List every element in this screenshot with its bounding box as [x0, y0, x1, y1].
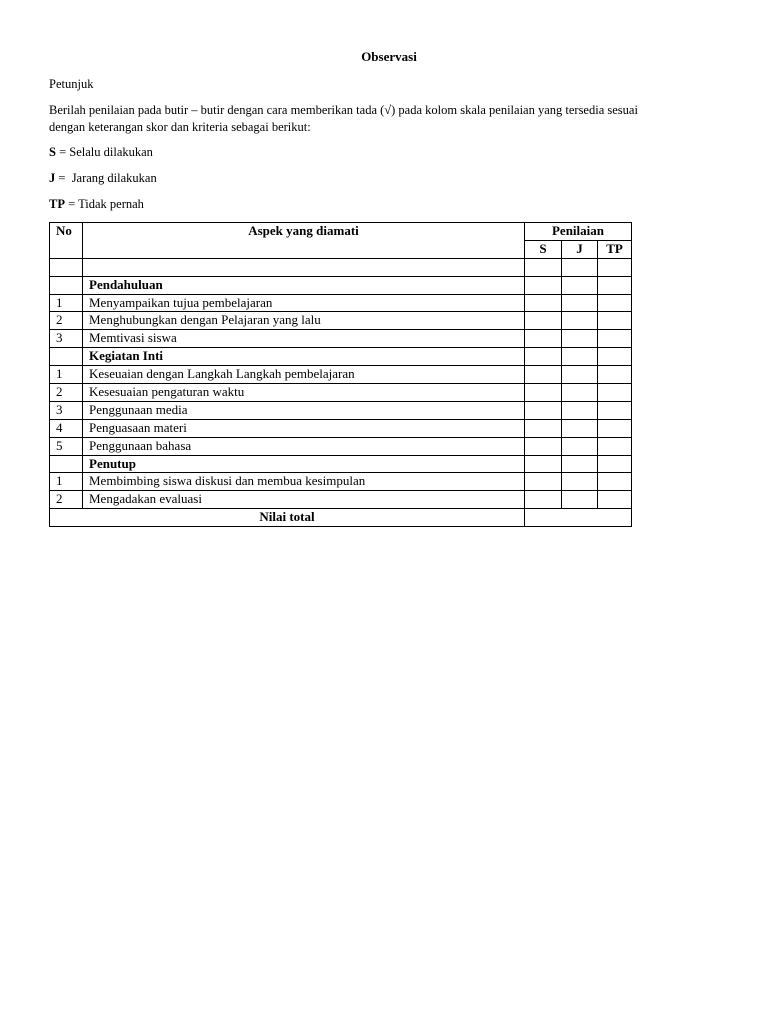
legend-key: TP — [49, 197, 65, 211]
cell-aspect: Penggunaan media — [83, 401, 525, 419]
section-row — [50, 455, 632, 473]
cell-s — [525, 491, 562, 509]
cell-j — [562, 366, 598, 384]
table-row — [50, 384, 632, 402]
cell-j — [562, 491, 598, 509]
document-title: Observasi — [361, 49, 417, 64]
legend-item-j — [49, 171, 157, 186]
cell-s — [525, 312, 562, 330]
cell-aspect: Penguasaan materi — [83, 419, 525, 437]
table-row — [50, 437, 632, 455]
cell-j — [562, 437, 598, 455]
cell-aspect — [83, 258, 525, 276]
cell-s — [525, 455, 562, 473]
cell-aspect: Membimbing siswa diskusi dan membua kesimpulan — [83, 473, 525, 491]
legend-separator: = — [55, 145, 70, 159]
legend-key: S — [49, 145, 56, 159]
cell-j — [562, 473, 598, 491]
cell-tp — [598, 437, 632, 455]
cell-aspect: Kesesuaian pengaturan waktu — [83, 384, 525, 402]
legend-item-s — [49, 145, 153, 160]
cell-no: 2 — [50, 384, 83, 402]
cell-j — [562, 258, 598, 276]
cell-aspect: Keseuaian dengan Langkah Langkah pembelajaran — [83, 366, 525, 384]
instruction-line: Berilah penilaian pada butir – butir dengan cara memberikan tada (√) pada kolom skala penilaian yang tersedia sesuai — [49, 103, 638, 117]
cell-j — [562, 312, 598, 330]
cell-no — [50, 455, 83, 473]
legend-text: Jarang dilakukan — [71, 171, 157, 185]
table-row — [50, 366, 632, 384]
legend-text: Tidak pernah — [78, 197, 144, 211]
cell-j — [562, 348, 598, 366]
column-header-j: J — [562, 240, 598, 258]
cell-s — [525, 276, 562, 294]
legend-text: Selalu dilakukan — [69, 145, 153, 159]
cell-no: 1 — [50, 366, 83, 384]
section-row — [50, 276, 632, 294]
cell-no: 1 — [50, 473, 83, 491]
legend-key: J — [49, 171, 56, 185]
cell-tp — [598, 312, 632, 330]
table-row — [50, 312, 632, 330]
table-row — [50, 294, 632, 312]
cell-j — [562, 294, 598, 312]
legend-separator: = — [55, 171, 72, 185]
cell-no: 5 — [50, 437, 83, 455]
cell-no: 4 — [50, 419, 83, 437]
legend-separator: = — [64, 197, 79, 211]
cell-no: 3 — [50, 401, 83, 419]
cell-s — [525, 258, 562, 276]
cell-j — [562, 384, 598, 402]
cell-s — [525, 401, 562, 419]
table-header-row — [50, 223, 632, 241]
cell-s — [525, 384, 562, 402]
cell-aspect: Penggunaan bahasa — [83, 437, 525, 455]
column-header-s: S — [525, 240, 562, 258]
cell-tp — [598, 455, 632, 473]
instructions-heading: Petunjuk — [49, 77, 94, 91]
cell-j — [562, 419, 598, 437]
column-header-rating: Penilaian — [525, 223, 632, 241]
cell-aspect: Mengadakan evaluasi — [83, 491, 525, 509]
cell-tp — [598, 276, 632, 294]
cell-s — [525, 419, 562, 437]
cell-j — [562, 401, 598, 419]
cell-s — [525, 294, 562, 312]
cell-j — [562, 330, 598, 348]
cell-tp — [598, 419, 632, 437]
cell-no: 1 — [50, 294, 83, 312]
total-value — [525, 509, 632, 527]
cell-tp — [598, 294, 632, 312]
cell-no — [50, 276, 83, 294]
cell-aspect: Menghubungkan dengan Pelajaran yang lalu — [83, 312, 525, 330]
cell-no — [50, 348, 83, 366]
cell-aspect: Menyampaikan tujua pembelajaran — [83, 294, 525, 312]
cell-s — [525, 473, 562, 491]
cell-no: 2 — [50, 491, 83, 509]
column-header-aspect: Aspek yang diamati — [83, 223, 525, 259]
cell-no: 3 — [50, 330, 83, 348]
cell-tp — [598, 258, 632, 276]
cell-s — [525, 366, 562, 384]
table-row — [50, 473, 632, 491]
cell-tp — [598, 384, 632, 402]
cell-s — [525, 348, 562, 366]
column-header-tp: TP — [598, 240, 632, 258]
cell-tp — [598, 348, 632, 366]
section-title: Pendahuluan — [83, 276, 525, 294]
cell-tp — [598, 473, 632, 491]
cell-tp — [598, 366, 632, 384]
total-label: Nilai total — [50, 509, 525, 527]
column-header-no: No — [50, 223, 83, 259]
cell-no — [50, 258, 83, 276]
table-row — [50, 491, 632, 509]
table-row — [50, 330, 632, 348]
section-title: Penutup — [83, 455, 525, 473]
legend-item-tp — [49, 197, 144, 212]
table-row — [50, 401, 632, 419]
instruction-paragraph — [49, 102, 739, 136]
cell-aspect: Memtivasi siswa — [83, 330, 525, 348]
cell-j — [562, 455, 598, 473]
observation-table — [49, 222, 632, 527]
instruction-line: dengan keterangan skor dan kriteria sebagai berikut: — [49, 120, 311, 134]
cell-tp — [598, 491, 632, 509]
cell-tp — [598, 401, 632, 419]
table-row — [50, 419, 632, 437]
table-row-empty — [50, 258, 632, 276]
cell-no: 2 — [50, 312, 83, 330]
section-row — [50, 348, 632, 366]
cell-tp — [598, 330, 632, 348]
cell-j — [562, 276, 598, 294]
cell-s — [525, 437, 562, 455]
total-row — [50, 509, 632, 527]
cell-s — [525, 330, 562, 348]
section-title: Kegiatan Inti — [83, 348, 525, 366]
